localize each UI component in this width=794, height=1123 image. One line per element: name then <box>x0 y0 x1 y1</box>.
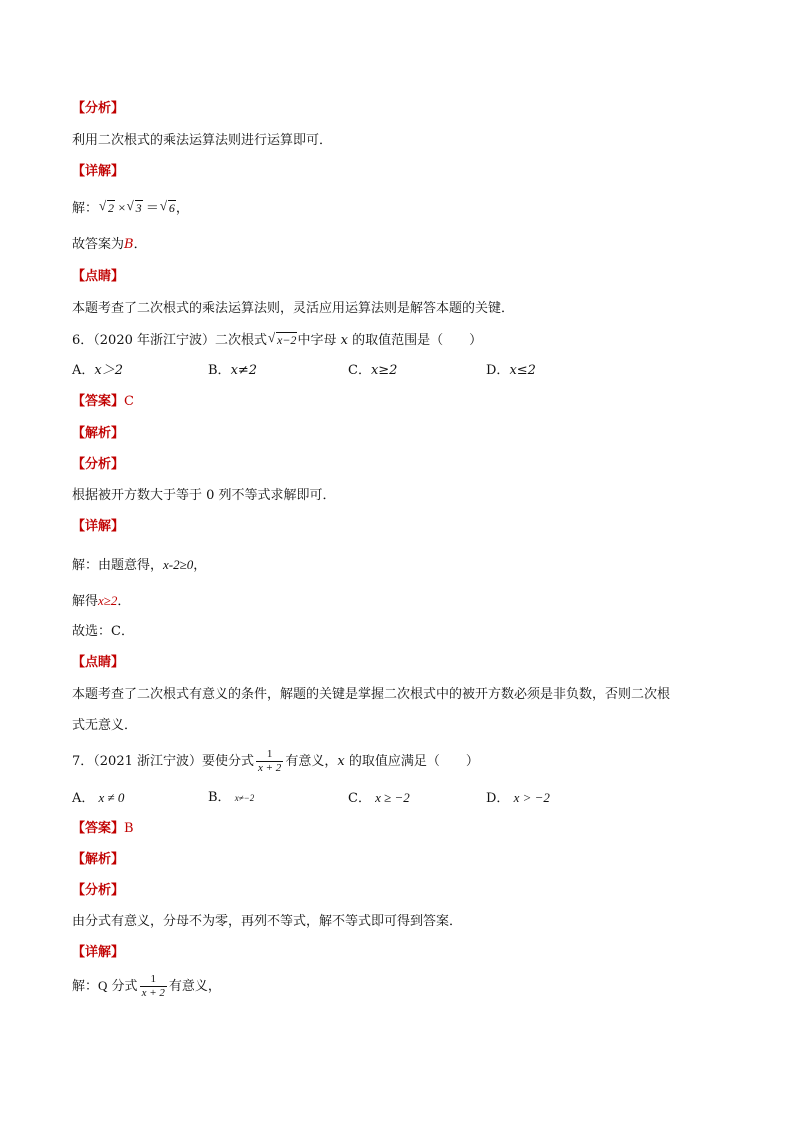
sqrt-2: √ 2 <box>99 199 115 217</box>
q7-analysis-heading: 【分析】 <box>72 883 125 898</box>
analysis-text: 利用二次根式的乘法运算法则进行运算即可． <box>72 133 333 148</box>
q6-option-d: D．x≤2 <box>486 363 536 378</box>
q6-comment-heading: 【点睛】 <box>72 655 125 670</box>
q6-detail-heading: 【详解】 <box>72 519 125 534</box>
q6-stem-prefix: 6．（2020 年浙江宁波）二次根式 <box>72 333 267 348</box>
q7-step1: 解：Q 分式 $\frac{1}{x + 2}$ 有意义， <box>72 973 221 999</box>
q6-analysis-text: 根据被开方数大于等于 0 列不等式求解即可． <box>72 488 336 503</box>
answer-prefix: 故答案为 <box>72 237 125 252</box>
q6-step1: 解：由题意得，x-2≥0， <box>72 557 207 573</box>
q7-step1-fraction: $\frac{1}{x + 2}$ <box>141 973 165 999</box>
q7-stem-suffix: 的取值应满足（ ） <box>348 754 479 769</box>
q6-variable: x <box>340 333 348 348</box>
q6-option-c: C．x≥2 <box>348 363 398 378</box>
q6-answer: 【答案】C <box>72 394 134 409</box>
q7-stem-mid: 有意义， <box>285 754 338 769</box>
q6-analysis-heading: 【分析】 <box>72 457 125 472</box>
question-6-stem <box>72 331 482 350</box>
q6-stem-suffix: 的取值范围是（ ） <box>352 333 483 348</box>
sqrt-6: √ 6 <box>160 199 176 217</box>
q7-variable: x <box>337 754 345 769</box>
because-symbol: Q <box>98 978 108 993</box>
q7-detail-heading: 【详解】 <box>72 945 125 960</box>
solution-line <box>72 199 189 217</box>
q7-analysis-text: 由分式有意义，分母不为零，再列不等式，解不等式即可得到答案． <box>72 914 463 929</box>
q6-comment-line1: 本题考查了二次根式有意义的条件，解题的关键是掌握二次根式中的被开方数必须是非负数，否则二次根 <box>72 687 671 702</box>
q7-option-a: A． x ≠ 0 <box>72 790 125 806</box>
q7-answer: 【答案】B <box>72 821 134 836</box>
analysis-heading: 【分析】 <box>72 101 125 116</box>
equals-sign: ＝ <box>145 200 159 215</box>
sqrt-3: √ 3 <box>127 199 143 217</box>
q6-option-b: B．x≠2 <box>208 363 258 378</box>
answer-line <box>72 236 147 254</box>
q6-jiexi-heading: 【解析】 <box>72 426 125 441</box>
q6-step2: 解得x≥2． <box>72 593 131 609</box>
q6-choice: 故选：C． <box>72 624 134 639</box>
solution-suffix: ， <box>175 200 189 215</box>
answer-letter: B <box>124 237 134 252</box>
q7-fraction: $\frac{1}{x + 2}$ <box>258 748 282 774</box>
detail-heading: 【详解】 <box>72 164 125 179</box>
q6-stem-mid: 中字母 <box>297 333 337 348</box>
q7-option-c: C． x ≥ −2 <box>348 790 410 806</box>
q7-stem-prefix: 7．（2021 浙江宁波）要使分式 <box>72 754 254 769</box>
q7-option-b: B． x≠−2 <box>208 790 255 805</box>
solution-prefix: 解： <box>72 200 99 215</box>
question-7-stem <box>72 748 479 776</box>
q7-jiexi-heading: 【解析】 <box>72 852 125 867</box>
comment-heading: 【点睛】 <box>72 269 125 284</box>
sqrt-x-minus-2: √ x−2 <box>268 331 297 349</box>
times-sign: × <box>118 200 126 215</box>
q7-option-d: D． x > −2 <box>486 790 550 806</box>
q6-option-a: A．x＞2 <box>72 363 123 378</box>
comment-text: 本题考查了二次根式的乘法运算法则，灵活应用运算法则是解答本题的关键． <box>72 301 515 316</box>
q6-comment-line2: 式无意义． <box>72 718 138 733</box>
answer-suffix: ． <box>133 237 147 252</box>
